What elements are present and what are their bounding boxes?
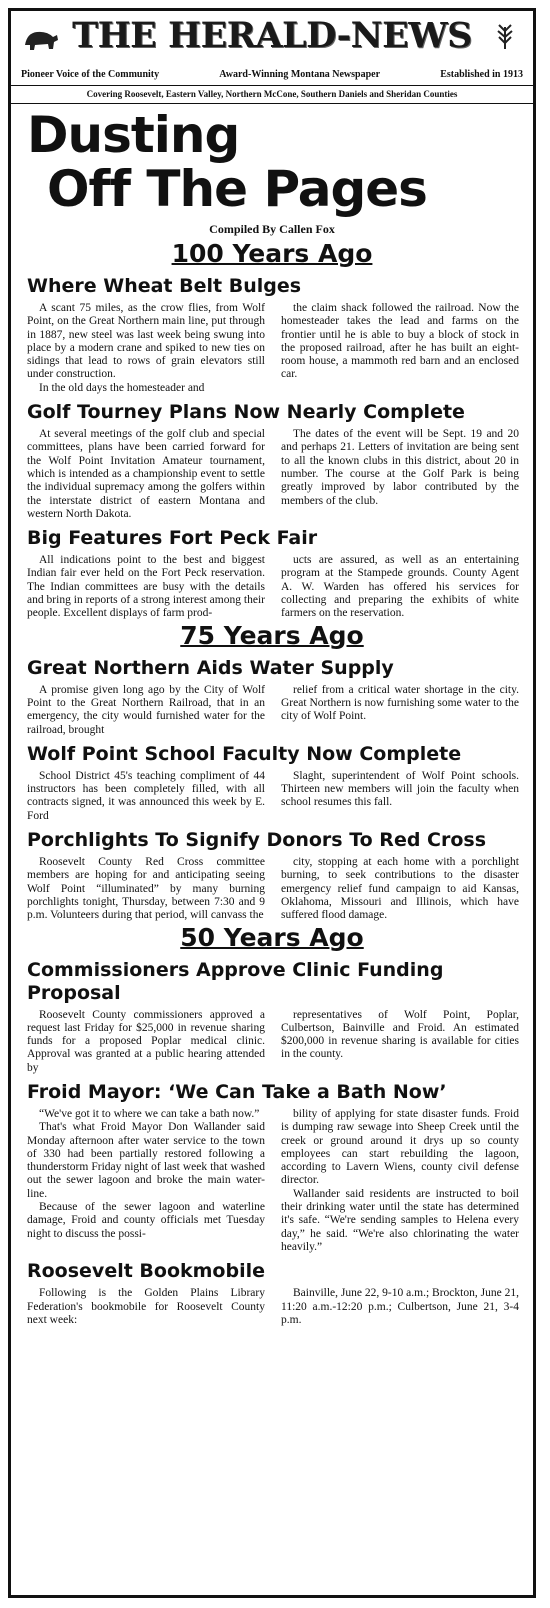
story-body bbox=[11, 428, 533, 521]
story-column bbox=[281, 684, 519, 737]
story-headline: Golf Tourney Plans Now Nearly Complete bbox=[27, 401, 465, 424]
newspaper-title: THE HERALD-NEWS bbox=[72, 15, 472, 56]
story-body bbox=[11, 856, 533, 922]
era-heading: 100 Years Ago bbox=[171, 239, 373, 268]
story-paragraph: ucts are assured, as well as an entertaining program at the Stampede grounds. County Agent A. W. Warden has offered his services for collecting and preparing the exhibits of white farmers on the reservation. bbox=[281, 554, 519, 620]
story-paragraph: the claim shack followed the railroad. Now the homesteader takes the lead and farms on the frontier until he is able to buy a block of stock in the proposed railroad, after he has built an eight-room house, a mammoth red barn and an enclosed car. bbox=[281, 302, 519, 381]
story-column bbox=[281, 770, 519, 823]
story-headline: Roosevelt Bookmobile bbox=[27, 1260, 266, 1283]
masthead-established: Established in 1913 bbox=[440, 69, 523, 80]
story-paragraph: At several meetings of the golf club and special committees, plans have been carried forward for the Wolf Point Invitation Amateur tournament, which is intended as a championship event to settle the individual supremacy among the golfers within the interstate district of eastern Montana and western North Dakota. bbox=[27, 428, 265, 520]
story-column bbox=[27, 856, 265, 922]
era-heading: 50 Years Ago bbox=[180, 922, 364, 952]
story-headline: Porchlights To Signify Donors To Red Cross bbox=[27, 829, 487, 852]
story-column bbox=[27, 1108, 265, 1254]
story-paragraph: The dates of the event will be Sept. 19 and 20 and perhaps 21. Letters of invitation are being sent to all the known clubs in this district, about 20 in number. The course at the Golf Park is being greatly improved by labor contributed by the members of the club. bbox=[281, 428, 519, 507]
story-paragraph: A scant 75 miles, as the crow flies, from Wolf Point, on the Great Northern main line, put through in 1887, new steel was last week being swung into place by a modern crane and spiked to new ties on sidings that lead to rows of grain elevators still under construction. bbox=[27, 302, 265, 381]
story-column bbox=[281, 1108, 519, 1254]
story-paragraph: representatives of Wolf Point, Poplar, Culbertson, Bainville and Froid. An estimated $200,000 in revenue sharing is available for cities in the county. bbox=[281, 1008, 519, 1061]
story-column bbox=[27, 428, 265, 521]
story-paragraph: Roosevelt County commissioners approved a request last Friday for $25,000 in revenue sharing funds for a proposed Poplar medical clinic. Approval was granted at a public hearing attended by bbox=[27, 1008, 265, 1074]
story-paragraph: Bainville, June 22, 9-10 a.m.; Brockton, June 21, 11:20 a.m.-12:20 p.m.; Culbertson, June 21, 3-4 p.m. bbox=[281, 1287, 519, 1326]
story-paragraph: A promise given long ago by the City of Wolf Point to the Great Northern Railroad, that in an emergency, the city would furnished water for the railroad, brought bbox=[27, 683, 265, 736]
story-body bbox=[11, 1009, 533, 1075]
masthead bbox=[11, 11, 533, 86]
masthead-award: Award-Winning Montana Newspaper bbox=[219, 69, 381, 80]
page-title-line-2: Off The Pages bbox=[47, 160, 427, 218]
story-paragraph: Because of the sewer lagoon and waterline damage, Froid and county officials met Tuesday night to discuss the possi- bbox=[27, 1201, 265, 1240]
story-headline: Where Wheat Belt Bulges bbox=[27, 275, 302, 297]
story-column bbox=[27, 770, 265, 823]
story-headline: Great Northern Aids Water Supply bbox=[27, 656, 394, 679]
story-body bbox=[11, 770, 533, 823]
story-headline: Wolf Point School Faculty Now Complete bbox=[27, 742, 462, 765]
story-paragraph: relief from a critical water shortage in the city. Great Northern is now furnishing some water to the city of Wolf Point. bbox=[281, 683, 519, 723]
story-column bbox=[281, 554, 519, 620]
story-paragraph: School District 45's teaching compliment of 44 instructors has been completely filled, with all contracts signed, it was announced this week by E. Ford bbox=[27, 769, 265, 822]
story-column bbox=[27, 554, 265, 620]
byline: Compiled By Callen Fox bbox=[209, 222, 335, 236]
wheat-icon bbox=[485, 21, 525, 51]
coverage-line: Covering Roosevelt, Eastern Valley, Northern McCone, Southern Daniels and Sheridan Counties bbox=[11, 86, 533, 104]
story-paragraph: Wallander said residents are instructed to boil their drinking water until the state has determined it's safe. “We're sending samples to Helena every day,” he said. “We're also chlorinating the water heavily.” bbox=[281, 1187, 519, 1253]
story-paragraph: That's what Froid Mayor Don Wallander said Monday afternoon after water service to the town of 330 had been partially restored following a thunderstorm Friday night of last week that washed out the sewer lagoon and broke the main water-line. bbox=[27, 1121, 265, 1200]
story-body bbox=[11, 1287, 533, 1327]
page-title-line-1: Dusting bbox=[27, 106, 240, 164]
story-column bbox=[281, 1009, 519, 1075]
story-paragraph: city, stopping at each home with a porchlight burning, to seek contributions to the disaster emergency relief fund campaign to aid Kansas, Oklahoma, Missouri and Illinois, which have suffered flood damage. bbox=[281, 856, 519, 922]
story-body bbox=[11, 1108, 533, 1254]
story-column bbox=[27, 1009, 265, 1075]
story-column bbox=[27, 1287, 265, 1327]
story-body bbox=[11, 554, 533, 620]
page-title bbox=[27, 108, 533, 216]
story-column bbox=[281, 1287, 519, 1327]
sections bbox=[11, 239, 533, 1327]
newspaper-page bbox=[8, 8, 536, 1598]
story-headline: Commissioners Approve Clinic Funding Proposal bbox=[27, 958, 444, 1004]
masthead-tagline: Pioneer Voice of the Community bbox=[21, 69, 160, 80]
story-column bbox=[281, 302, 519, 395]
story-body bbox=[11, 302, 533, 395]
story-paragraph: “We've got it to where we can take a bath now.” bbox=[39, 1107, 260, 1120]
story-paragraph: Following is the Golden Plains Library Federation's bookmobile for Roosevelt County next week: bbox=[27, 1287, 265, 1326]
story-paragraph: bility of applying for state disaster funds. Froid is dumping raw sewage into Sheep Creek until the creek or ground around it drys up so county employees can start rebuilding the lagoon, according to Lavern Wiens, county civil defense director. bbox=[281, 1107, 519, 1187]
story-headline: Big Features Fort Peck Fair bbox=[27, 527, 318, 550]
story-paragraph: Roosevelt County Red Cross committee members are hoping for and anticipating seeing Wolf Point “illuminated” by many burning porchlights tonight, Thursday, between 7:30 and 9 p.m. Volunteers during that period, will canvass the bbox=[27, 856, 265, 922]
story-body bbox=[11, 684, 533, 737]
era-heading: 75 Years Ago bbox=[180, 620, 364, 650]
story-paragraph: Slaght, superintendent of Wolf Point schools. Thirteen new members will join the faculty when school resumes this fall. bbox=[281, 769, 519, 809]
story-column bbox=[281, 856, 519, 922]
story-column bbox=[281, 428, 519, 521]
story-column bbox=[27, 302, 265, 395]
story-paragraph: In the old days the homesteader and bbox=[39, 381, 205, 394]
story-paragraph: All indications point to the best and biggest Indian fair ever held on the Fort Peck reservation. The Indian committees are busy with the details and bring in reports of a strong interest among their people. Excellent displays of farm prod- bbox=[27, 554, 265, 620]
story-column bbox=[27, 684, 265, 737]
story-headline: Froid Mayor: ‘We Can Take a Bath Now’ bbox=[27, 1080, 447, 1103]
